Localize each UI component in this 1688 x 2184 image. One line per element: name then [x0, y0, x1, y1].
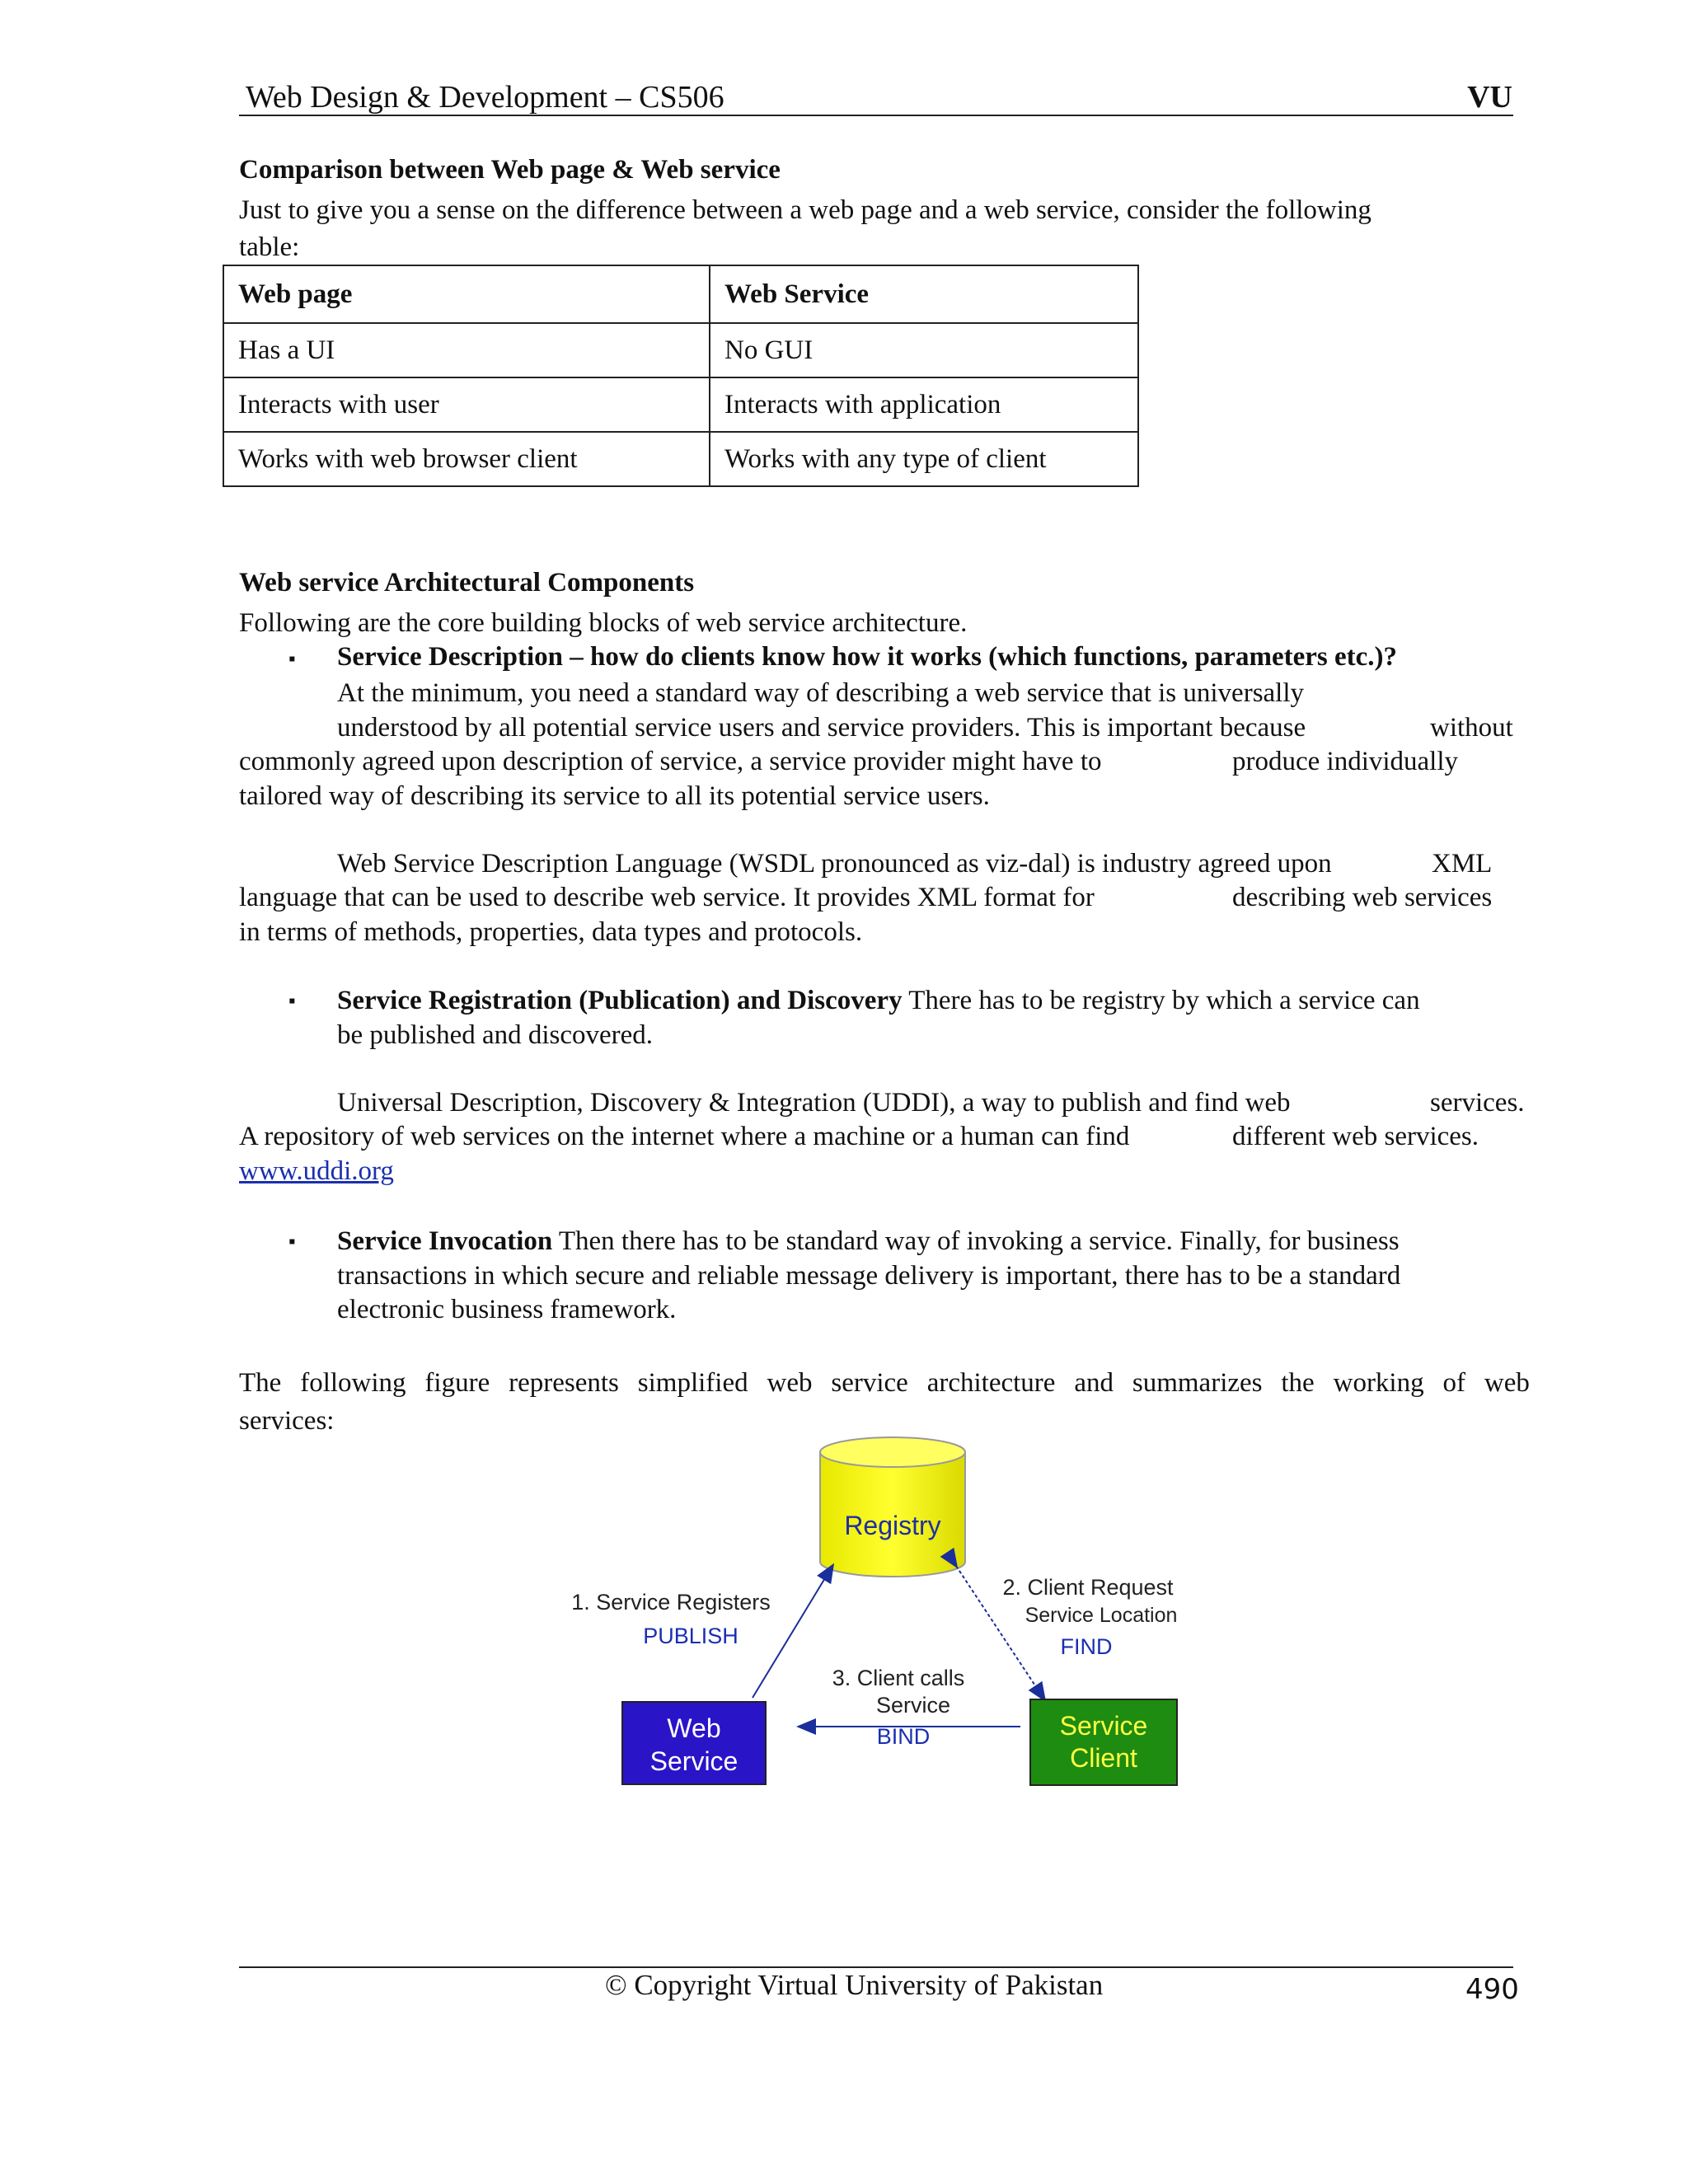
uddi-link[interactable]: www.uddi.org: [239, 1156, 394, 1186]
wsdl-line: in terms of methods, properties, data types and protocols.: [239, 917, 863, 947]
description-line: tailored way of describing its service to all its potential service users.: [239, 781, 990, 811]
running-header-brand: VU: [1467, 80, 1512, 115]
registration-line: be published and discovered.: [337, 1020, 654, 1050]
bullet-icon: ▪: [288, 649, 296, 670]
bullet-icon: ▪: [288, 1231, 296, 1253]
word: summarizes: [1132, 1368, 1263, 1398]
comparison-intro-line2: table:: [239, 232, 300, 262]
find-action: FIND: [1060, 1634, 1113, 1659]
word: simplified: [637, 1368, 748, 1398]
uddi-line: different web services.: [1232, 1122, 1479, 1151]
uddi-line: A repository of web services on the internet where a machine or a human can find: [239, 1122, 1130, 1151]
invocation-text: Then there has to be standard way of invoking a service. Finally, for business: [558, 1226, 1400, 1256]
registration-text: There has to be registry by which a service can: [908, 986, 1420, 1015]
uddi-line: Universal Description, Discovery & Integration (UDDI), a way to publish and find web: [337, 1088, 1291, 1118]
wsdl-line: Web Service Description Language (WSDL pronounced as viz-dal) is industry agreed upon: [337, 849, 1332, 879]
table-cell: Has a UI: [223, 323, 710, 377]
word: represents: [509, 1368, 619, 1398]
table-cell: Works with any type of client: [710, 432, 1138, 486]
service-invocation-title: Service Invocation: [337, 1226, 553, 1256]
table-row: [223, 432, 1138, 486]
wsdl-line: describing web services: [1232, 883, 1493, 912]
figure-intro-line2: services:: [239, 1406, 335, 1436]
table-row: [223, 377, 1138, 432]
word: the: [1281, 1368, 1315, 1398]
description-line: produce individually: [1232, 747, 1459, 776]
comparison-heading: Comparison between Web page & Web service: [239, 155, 781, 185]
wsdl-line: language that can be used to describe web service. It provides XML format for: [239, 883, 1095, 912]
web-service-label: Web: [667, 1713, 721, 1743]
description-line: commonly agreed upon description of service, a service provider might have to: [239, 747, 1102, 776]
web-service-architecture-diagram: [569, 1434, 1195, 1797]
footer-copyright: © Copyright Virtual University of Pakistan: [605, 1969, 1104, 2001]
publish-action: PUBLISH: [643, 1624, 738, 1648]
registry-label: Registry: [844, 1511, 941, 1540]
uddi-line: services.: [1430, 1088, 1525, 1118]
invocation-line: transactions in which secure and reliable message delivery is important, there has to be a standard: [337, 1261, 1401, 1291]
registration-line: [337, 982, 1420, 1019]
word: service: [831, 1368, 908, 1398]
invocation-line: electronic business framework.: [337, 1295, 677, 1324]
word: The: [239, 1368, 282, 1398]
footer-rule: [239, 1966, 1513, 1968]
architecture-intro: Following are the core building blocks of web service architecture.: [239, 608, 968, 638]
word: web: [1484, 1368, 1530, 1398]
comparison-intro-line1: Just to give you a sense on the difference between a web page and a web service, consider the following: [239, 195, 1372, 225]
table-cell: Interacts with application: [710, 377, 1138, 432]
bullet-icon: ▪: [288, 991, 296, 1012]
description-line: understood by all potential service users and service providers. This is important because: [337, 713, 1306, 743]
word: figure: [424, 1368, 490, 1398]
word: following: [300, 1368, 406, 1398]
page-number: 490: [1465, 1973, 1519, 2006]
header-rule: [239, 115, 1513, 116]
table-cell: No GUI: [710, 323, 1138, 377]
architecture-heading: Web service Architectural Components: [239, 568, 695, 598]
word: web: [767, 1368, 813, 1398]
service-client-label: Client: [1070, 1743, 1137, 1773]
word: and: [1074, 1368, 1114, 1398]
bind-label: Service: [875, 1693, 951, 1718]
word: of: [1442, 1368, 1465, 1398]
comparison-table: [223, 265, 1139, 487]
service-client-label: Service: [1059, 1711, 1148, 1741]
table-header-row: [223, 265, 1138, 323]
web-service-label: Service: [649, 1746, 738, 1776]
publish-arrow: [753, 1566, 832, 1698]
registry-cylinder: [820, 1437, 965, 1577]
service-registration-title: Service Registration (Publication) and Discovery: [337, 986, 903, 1015]
description-line: without: [1430, 713, 1513, 743]
service-description-title: Service Description – how do clients know how it works (which functions, parameters etc.)?: [337, 642, 1397, 672]
publish-label: 1. Service Registers: [571, 1590, 771, 1615]
figure-intro-line1: [239, 1365, 1530, 1401]
wsdl-line: XML: [1432, 849, 1493, 879]
table-cell: Interacts with user: [223, 377, 710, 432]
find-label: 2. Client Request: [1002, 1575, 1174, 1600]
invocation-line: [337, 1223, 1400, 1259]
table-header-cell: Web Service: [710, 265, 1138, 323]
word: architecture: [926, 1368, 1056, 1398]
bind-action: BIND: [876, 1724, 931, 1749]
bind-label: 3. Client calls: [832, 1666, 965, 1690]
word: working: [1333, 1368, 1424, 1398]
find-label: Service Location: [1025, 1604, 1178, 1627]
table-header-cell: Web page: [223, 265, 710, 323]
running-header-title: Web Design & Development – CS506: [246, 80, 724, 115]
table-cell: Works with web browser client: [223, 432, 710, 486]
table-row: [223, 323, 1138, 377]
description-line: At the minimum, you need a standard way of describing a web service that is universally: [337, 678, 1305, 708]
